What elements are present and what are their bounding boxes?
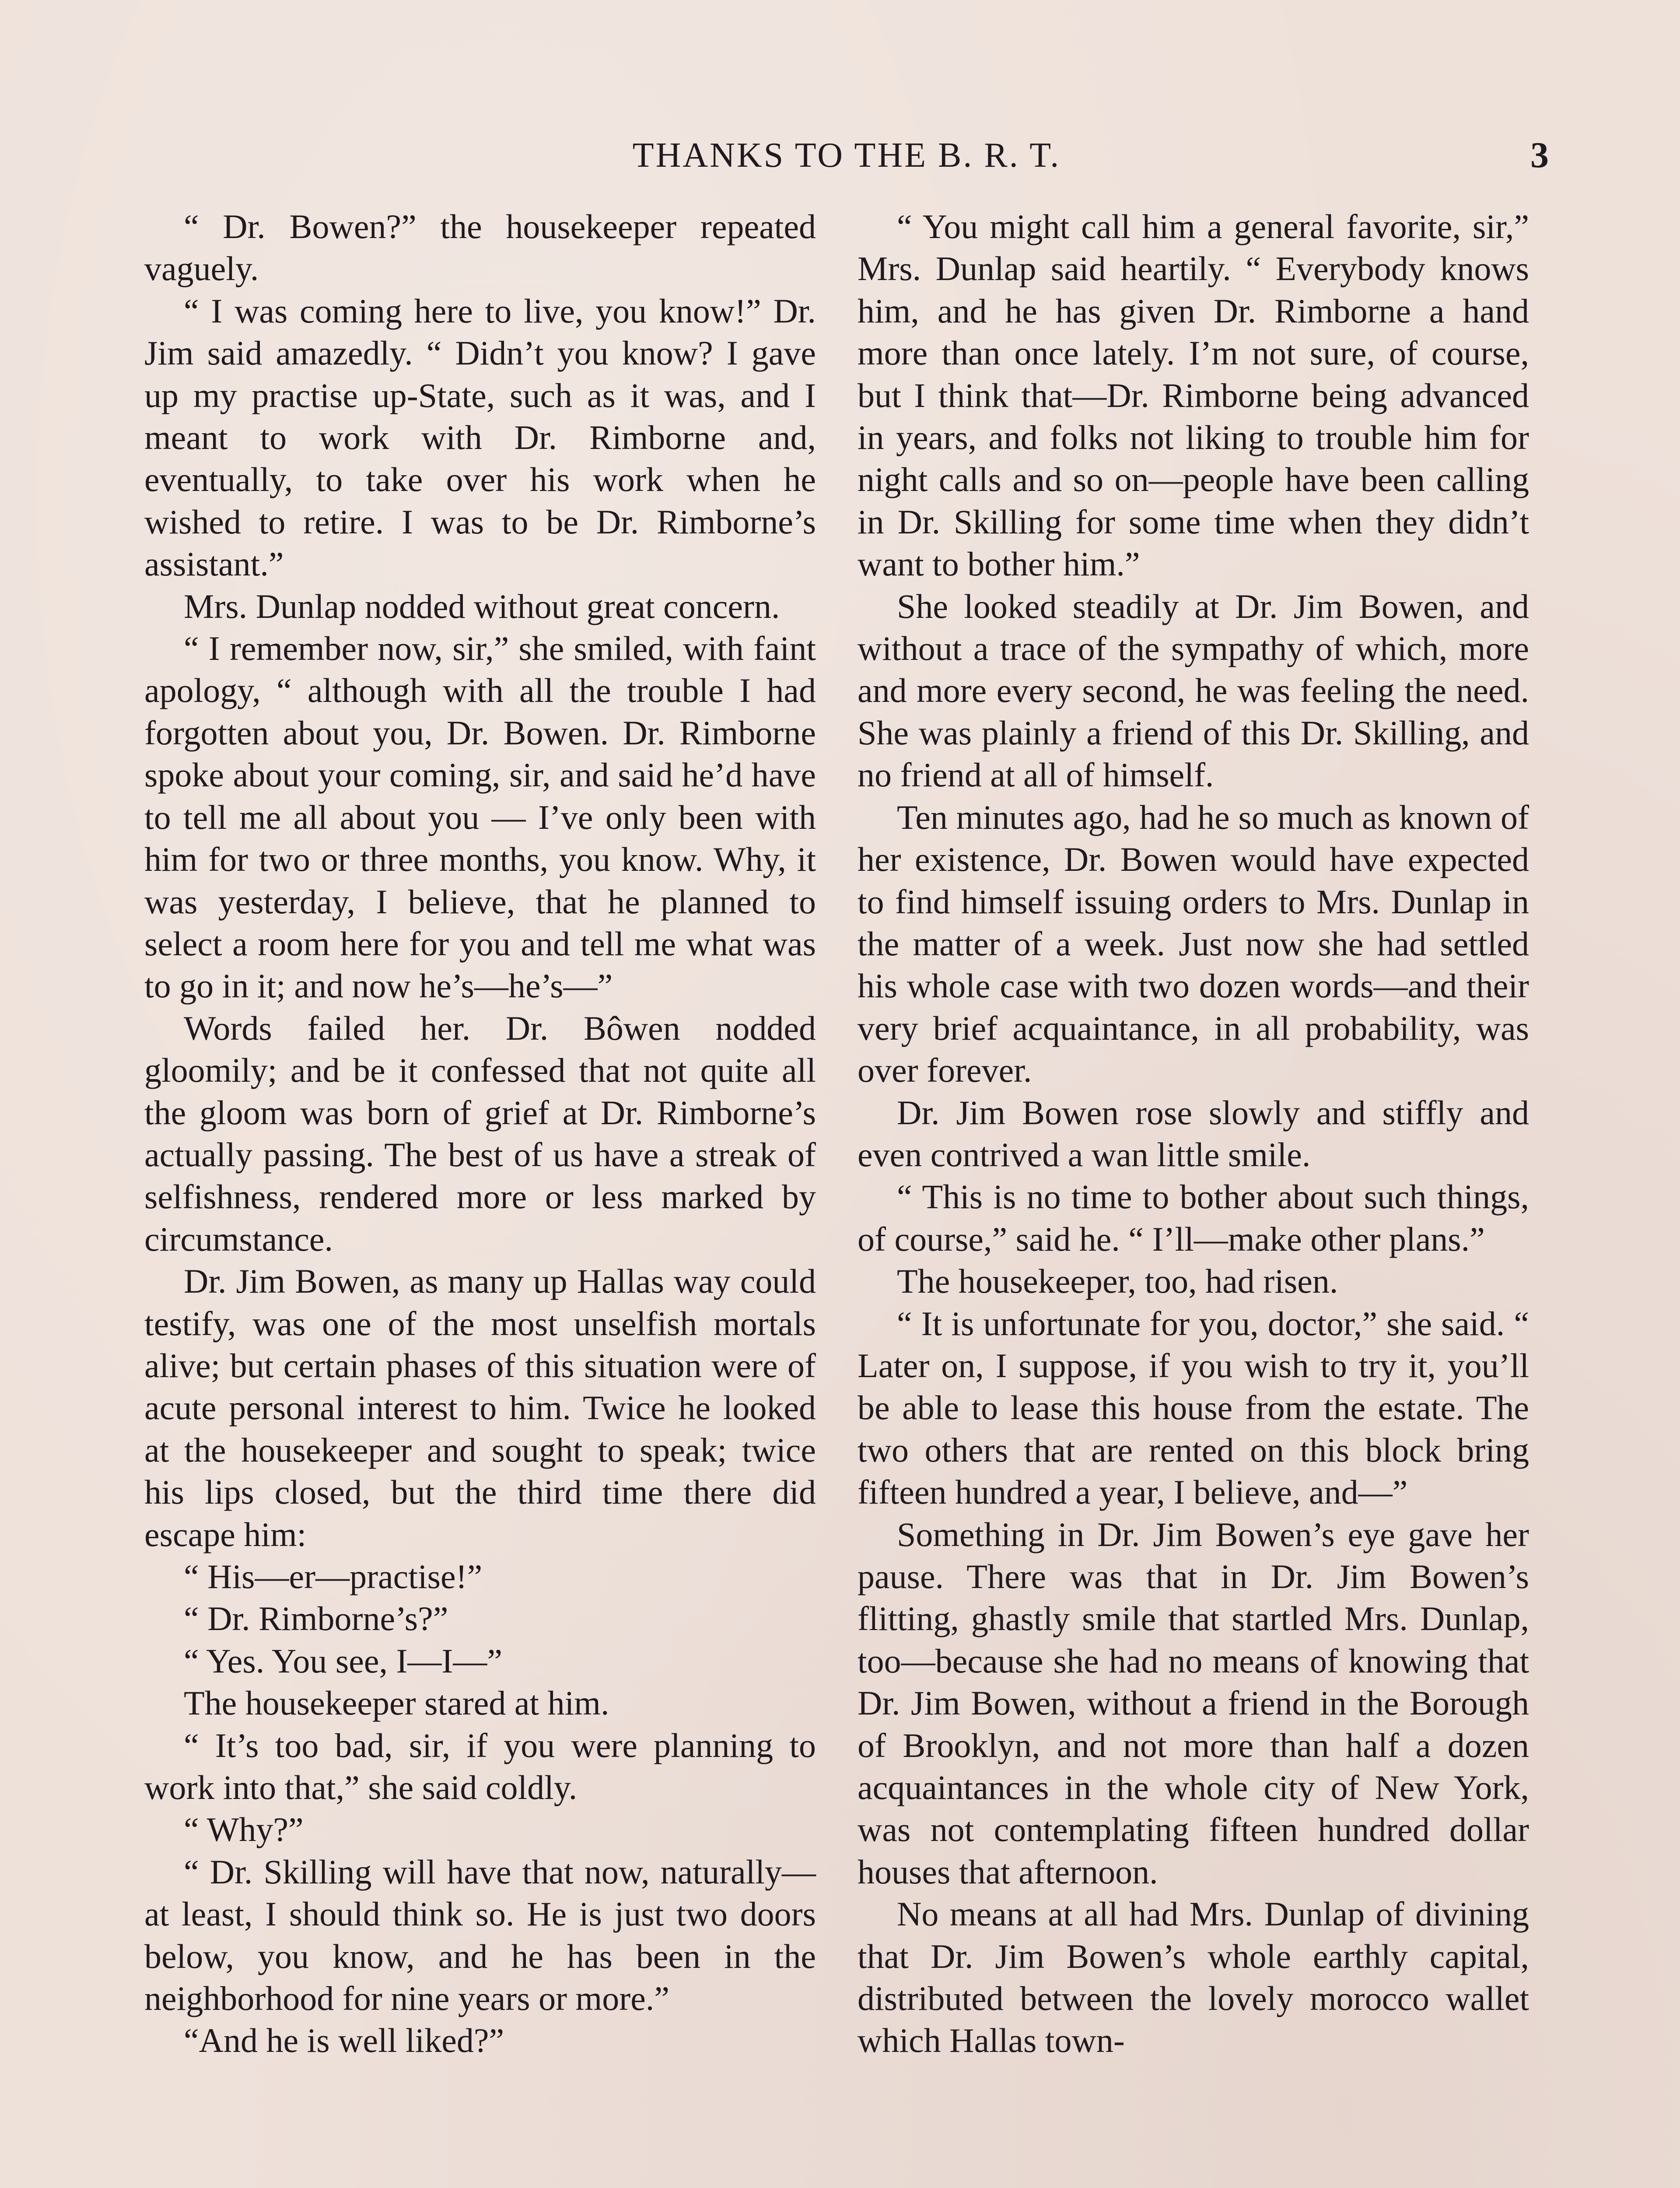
- paragraph: She looked steadily at Dr. Jim Bowen, and without a trace of the sympathy of which, more and more every second, he was feeling the need. She was plainly a friend of this Dr. Skilling, and no friend at all of himself.: [858, 587, 1529, 794]
- paragraph: Something in Dr. Jim Bowen’s eye gave her pause. There was that in Dr. Jim Bowen’s flitting, ghastly smile that startled Mrs. Dunlap, too—because she had no means of knowing that Dr. Jim Bowen, without a friend in the Borough of Brooklyn, and not more than half a dozen acquaintances in the whole city of New York, was not contemplating fifteen hundred dollar houses that afternoon.: [858, 1515, 1529, 1891]
- paragraph: No means at all had Mrs. Dunlap of divining that Dr. Jim Bowen’s whole earthly capital, distributed between the lovely morocco wallet which Hallas town-: [858, 1895, 1529, 2060]
- paragraph: The housekeeper, too, had risen.: [897, 1262, 1338, 1301]
- paragraph: “ Why?”: [184, 1810, 304, 1849]
- paragraph: Words failed her. Dr. Bôwen nodded gloomily; and be it confessed that not quite all the gloom was born of grief at Dr. Rimborne’s actually passing. The best of us have a streak of selfishness, rendered more or less marked by circumstance.: [144, 1009, 816, 1258]
- page-number: 3: [1530, 135, 1549, 175]
- paragraph: “ It’s too bad, sir, if you were planning to work into that,” she said coldly.: [144, 1726, 816, 1807]
- running-title: THANKS TO THE B. R. T.: [632, 136, 1061, 175]
- paragraph: “ His—er—practise!”: [184, 1557, 483, 1595]
- paragraph: “ Yes. You see, I—I—”: [184, 1641, 503, 1680]
- paragraph: Mrs. Dunlap nodded without great concern.: [184, 587, 780, 625]
- paragraph: Dr. Jim Bowen rose slowly and stiffly and even contrived a wan little smile.: [858, 1093, 1529, 1174]
- paragraph: “ This is no time to bother about such things, of course,” said he. “ I’ll—make other plans.”: [858, 1178, 1529, 1258]
- paragraph: “ I was coming here to live, you know!” Dr. Jim said amazedly. “ Didn’t you know? I gave up my practise up-State, such as it was, and I meant to work with Dr. Rimborne and, eventually, to take over his work when he wished to retire. I was to be Dr. Rimborne’s assistant.”: [144, 291, 816, 583]
- paragraph: Ten minutes ago, had he so much as known of her existence, Dr. Bowen would have expected to find himself issuing orders to Mrs. Dunlap in the matter of a week. Just now she had settled his whole case with two dozen words—and their very brief acquaintance, in all probability, was over forever.: [858, 798, 1529, 1090]
- page-header: [144, 131, 1549, 179]
- paragraph: “ You might call him a general favorite, sir,” Mrs. Dunlap said heartily. “ Everybody knows him, and he has given Dr. Rimborne a hand more than once lately. I’m not sure, of course, but I think that—Dr. Rimborne being advanced in years, and folks not liking to trouble him for night calls and so on—people have been calling in Dr. Skilling for some time when they didn’t want to bother him.”: [858, 207, 1529, 583]
- paragraph: “ It is unfortunate for you, doctor,” she said. “ Later on, I suppose, if you wish to try it, you’ll be able to lease this house from the estate. The two others that are rented on this block bring fifteen hundred a year, I believe, and—”: [858, 1304, 1529, 1511]
- paragraph: “ Dr. Rimborne’s?”: [184, 1599, 448, 1638]
- left-column: [144, 206, 816, 2062]
- paragraph: “ Dr. Bowen?” the housekeeper repeated vaguely.: [144, 207, 816, 288]
- paragraph: “And he is well liked?”: [184, 2021, 504, 2060]
- right-column: [858, 206, 1529, 2062]
- paragraph: “ Dr. Skilling will have that now, naturally—at least, I should think so. He is just two doors below, you know, and he has been in the neighborhood for nine years or more.”: [144, 1852, 816, 2018]
- paragraph: The housekeeper stared at him.: [184, 1684, 609, 1722]
- paragraph: “ I remember now, sir,” she smiled, with faint apology, “ although with all the trouble I had forgotten about you, Dr. Bowen. Dr. Rimborne spoke about your coming, sir, and said he’d have to tell me all about you — I’ve only been with him for two or three months, you know. Why, it was yesterday, I believe, that he planned to select a room here for you and tell me what was to go in it; and now he’s—he’s—”: [144, 629, 816, 1005]
- paragraph: Dr. Jim Bowen, as many up Hallas way could testify, was one of the most unselfish mortals alive; but certain phases of this situation were of acute personal interest to him. Twice he looked at the housekeeper and sought to speak; twice his lips closed, but the third time there did escape him:: [144, 1262, 816, 1553]
